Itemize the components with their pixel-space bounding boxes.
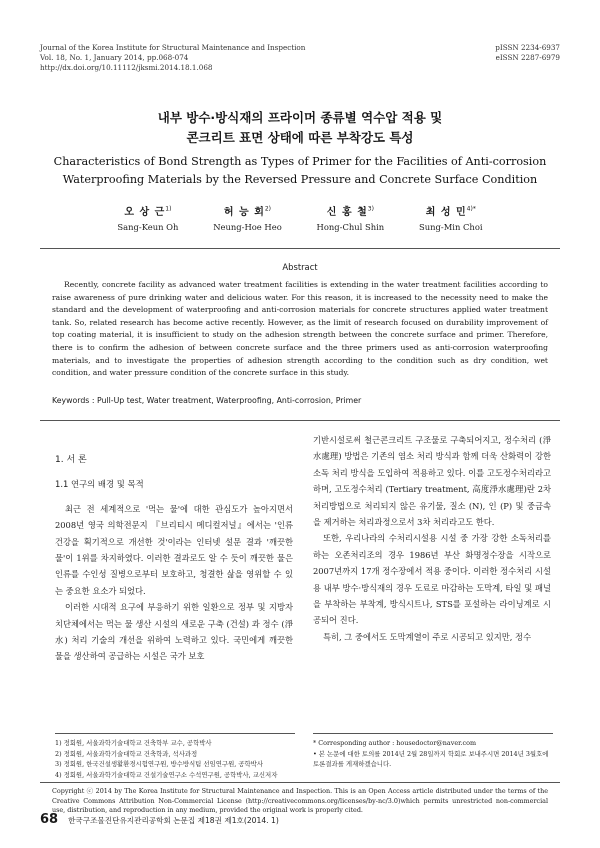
korean-title-line: 콘크리트 표면 상태에 따른 부착강도 특성 — [186, 130, 414, 145]
body-paragraph: 이러한 시대적 요구에 부응하기 위한 일환으로 정부 및 지방자치단체에서는 먹는 물 생산 시설의 새로운 구축 (건설) 과 정수 (淨水) 처리 기술의 개선을 위하여 노력하고 있다. 국민에게 깨끗한 물을 생산하여 공급하는 시설은 국가 보호 — [55, 602, 293, 662]
author — [317, 203, 385, 232]
right-column — [313, 432, 551, 645]
abstract-heading: Abstract — [282, 262, 318, 272]
english-title-line: Characteristics of Bond Strength as Types of Primer for the Facilities of Anti-corrosion — [53, 155, 547, 168]
author-name-ko: 최 성 민 — [425, 207, 467, 218]
left-column — [55, 452, 293, 665]
journal-citation: 한국구조물진단유지관리공학회 논문집 제18권 제1호(2014. 1) — [68, 816, 279, 825]
english-title-line: Waterproofing Materials by the Reversed Pressure and Concrete Surface Condition — [62, 173, 538, 186]
body-paragraph: 기반시설로써 철근콘크리트 구조물로 구축되어지고, 정수처리 (淨水處理) 방법은 기존의 염소 처리 방식과 함께 더욱 산화력이 강한 소독 처리 방식을 도입하여 적용하고 있다. 이를 고도정수처리라고 하며, 고도정수처리 (Tertiary treatment, 高度淨水處理)란 2차 처리방법으로 처리되지 않은 유기물, 질소 (N), 인 (P) 및 중금속을 제거하는 처리과정으로서 3차 처리라고도 한다. — [313, 435, 551, 528]
author — [419, 203, 483, 232]
divider — [40, 782, 560, 783]
affiliation-footnotes — [55, 738, 295, 780]
footnote: 4) 정회원, 서울과학기술대학교 건설기술연구소 수석연구원, 공학박사, 교신저자 — [55, 770, 278, 779]
section-heading: 1. 서 론 — [55, 455, 87, 465]
subsection-heading: 1.1 연구의 배경 및 목적 — [55, 479, 144, 490]
body-paragraph: 또한, 우리나라의 수처리시설용 시설 중 가장 강한 소독처리를 하는 오존처리조의 경우 1986년 부산 화명정수장을 시작으로 2007년까지 17개 정수장에서 적용 중이다. 이러한 정수처리 시설용 내부 방수·방식재의 경우 도료로 마감하는 도막계, 타일 및 패널을 부착하는 부착계, 방식시트나, STS를 포설하는 라이닝계로 시공되어 진다. — [313, 533, 551, 626]
issn-block — [495, 43, 560, 63]
journal-name: Journal of the Korea Institute for Structural Maintenance and Inspection — [40, 43, 306, 52]
footnote: 1) 정회원, 서울과학기술대학교 건축학부 교수, 공학박사 — [55, 739, 212, 747]
copyright-notice: Copyright ⓒ 2014 by The Korea Institute for Structural Maintenance and Inspection. This is an Open Access article distributed under the terms of the Creative Commons Attribution Non-Commercial License (http://creativecommons.org/licenses/by-nc/3.0)which permits unrestricted non-commercial use, distribution, and reproduction in any medium, provided the original work is properly cited. — [52, 787, 548, 815]
footnote: 2) 정회원, 서울과학기술대학교 건축학과, 석사과정 — [55, 749, 198, 758]
pissn: pISSN 2234-6937 — [495, 43, 560, 52]
divider — [40, 420, 560, 421]
korean-title — [0, 108, 600, 148]
keywords: Keywords : Pull-Up test, Water treatment, Waterproofing, Anti-corrosion, Primer — [52, 396, 362, 405]
author-affil-mark: 3) — [367, 205, 374, 213]
footnote: * Corresponding author : housedoctor@naver.com — [313, 739, 476, 747]
author — [213, 203, 282, 232]
author-name-ko: 오 상 근 — [124, 207, 166, 218]
english-title — [0, 153, 600, 189]
journal-volume: Vol. 18, No. 1, January 2014, pp.068-074 — [40, 53, 189, 62]
author-affil-mark: 4)* — [466, 205, 476, 213]
doi-link[interactable]: http://dx.doi.org/10.11112/jksmi.2014.18.1.068 — [40, 63, 213, 72]
abstract-text: Recently, concrete facility as advanced water treatment facilities is extending in the water treatment facilities according to raise awareness of pure drinking water and delicious water. For this reason, it is increased to the necessity need to make the standard and the development of waterproofing and anti-corrosion materials for concrete structures applied water treatment tank. So, related research has become active recently. However, as the limit of research focused on durability improvement of top coating material, it is insufficient to study on the adhesion strength between the concrete surface and primer. Therefore, there is to confirm the adhesion of between concrete surface and the three primers used as anti-corrosion waterproofing materials, and to investigate the properties of adhesion strength according to the condition such as dry condition, wet condition, and water pressure condition of the concrete surface in this study. — [52, 280, 548, 378]
author-name-en: Hong-Chul Shin — [316, 222, 385, 232]
body-paragraph: 최근 전 세계적으로 '먹는 물'에 대한 관심도가 높아지면서 2008년 영국 의학전문지 『브리티시 메디컬저널』에서는 '인류 건강을 획기적으로 개선한 것'이라는 인터넷 설문 결과 '깨끗한 물'이 1위를 차지하였다. 이러한 결과로도 알 수 듯이 깨끗한 물은 인류를 수인성 질병으로부터 보호하고, 청결한 삶을 영위할 수 있는 중요한 요소가 되었다. — [55, 503, 293, 596]
author-list — [100, 203, 500, 232]
journal-header — [40, 43, 305, 73]
author-affil-mark: 2) — [264, 205, 272, 213]
footnote: • 본 논문에 대한 토의를 2014년 2월 28일까지 학회로 보내주시면 2014년 3월호에 토론결과를 게재하겠습니다. — [313, 749, 549, 768]
corresponding-footnotes — [313, 738, 553, 770]
footnote: 3) 정회원, 한국건설생활환경시험연구원, 방수방식팀 선임연구원, 공학박사 — [55, 760, 264, 768]
page-footer — [40, 812, 279, 827]
author-name-en: Neung-Hoe Heo — [213, 222, 282, 232]
author-name-en: Sung-Min Choi — [419, 222, 483, 232]
footnote-rule — [55, 733, 295, 734]
author — [117, 203, 178, 232]
divider — [40, 248, 560, 249]
page-number: 68 — [40, 812, 59, 827]
author-affil-mark: 1) — [165, 205, 172, 213]
body-paragraph: 특히, 그 중에서도 도막계열이 주로 시공되고 있지만, 정수 — [323, 631, 532, 642]
footnote-rule — [313, 733, 553, 734]
korean-title-line: 내부 방수·방식재의 프라이머 종류별 역수압 적용 및 — [157, 110, 443, 125]
author-name-ko: 신 홍 철 — [326, 207, 368, 218]
author-name-ko: 허 능 회 — [223, 207, 265, 218]
eissn: eISSN 2287-6979 — [495, 53, 560, 62]
author-name-en: Sang-Keun Oh — [117, 222, 179, 232]
